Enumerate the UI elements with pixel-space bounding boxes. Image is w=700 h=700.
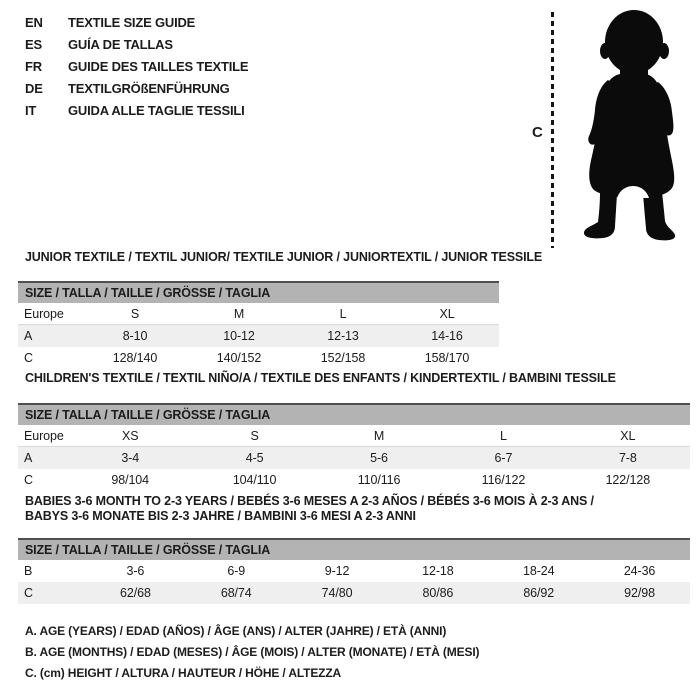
cell-value: 8-10 [122, 329, 148, 343]
size-table [18, 281, 499, 369]
cell-value: 3-4 [121, 451, 140, 465]
language-label: TEXTILGRÖßENFÜHRUNG [68, 81, 230, 96]
table-row [18, 447, 690, 469]
cell-value: 14-16 [431, 329, 463, 343]
cell-value: 74/80 [321, 586, 353, 600]
language-row [25, 12, 248, 34]
toddler-figure [510, 6, 700, 250]
cell-value: 7-8 [618, 451, 637, 465]
cell-value: M [373, 429, 385, 443]
language-code: DE [25, 81, 43, 96]
cell-value: 4-5 [245, 451, 264, 465]
cell-value: M [233, 307, 245, 321]
size-table [18, 403, 690, 491]
junior-size-table-section [18, 250, 543, 369]
cell-value: 10-12 [223, 329, 255, 343]
children-size-table-section [18, 371, 690, 491]
row-label: Europe [24, 429, 64, 443]
cell-value: 140/152 [216, 351, 262, 365]
cell-value: 98/104 [111, 473, 150, 487]
cell-value: 68/74 [220, 586, 252, 600]
language-code: EN [25, 15, 43, 30]
size-header-band: SIZE / TALLA / TAILLE / GRÖSSE / TAGLIA [18, 405, 690, 425]
language-code: ES [25, 37, 42, 52]
cell-value: L [339, 307, 347, 321]
table-title: BABYS 3-6 MONATE BIS 2-3 JAHRE / BAMBINI 3-6 MESI A 2-3 ANNI [25, 509, 416, 523]
toddler-silhouette-icon [562, 6, 694, 248]
row-label: C [24, 351, 33, 365]
cell-value: 18-24 [522, 564, 555, 578]
language-code: FR [25, 59, 42, 74]
cell-value: 6-9 [227, 564, 246, 578]
cell-value: 152/158 [320, 351, 366, 365]
table-row [18, 560, 690, 582]
language-label: GUIDE DES TAILLES TEXTILE [68, 59, 249, 74]
language-code: IT [25, 103, 37, 118]
table-row [18, 325, 499, 347]
babies-size-table-section [18, 494, 690, 604]
language-label: TEXTILE SIZE GUIDE [68, 15, 196, 30]
row-label: C [24, 586, 33, 600]
cell-value: 12-13 [327, 329, 359, 343]
cell-value: XS [121, 429, 139, 443]
language-label: GUÍA DE TALLAS [68, 37, 173, 52]
cell-value: 110/116 [357, 473, 401, 487]
table-row [18, 582, 690, 604]
language-row [25, 34, 248, 56]
cell-value: 6-7 [494, 451, 513, 465]
cell-value: 12-18 [422, 564, 454, 578]
cell-value: 3-6 [126, 564, 145, 578]
row-label: B [24, 564, 33, 578]
table-row [18, 425, 690, 447]
table-title: CHILDREN'S TEXTILE / TEXTIL NIÑO/A / TEXTILE DES ENFANTS / KINDERTEXTIL / BAMBINI TESSILE [25, 371, 616, 385]
table-title: JUNIOR TEXTILE / TEXTIL JUNIOR/ TEXTILE JUNIOR / JUNIORTEXTIL / JUNIOR TESSILE [25, 250, 543, 264]
cell-value: 24-36 [623, 564, 656, 578]
cell-value: 92/98 [624, 586, 655, 600]
cell-value: XL [620, 429, 636, 443]
cell-value: 86/92 [523, 586, 555, 600]
legend-line-b: B. AGE (MONTHS) / EDAD (MESES) / ÂGE (MOIS) / ALTER (MONATE) / ETÀ (MESI) [25, 645, 480, 659]
cell-value: 122/128 [605, 473, 651, 487]
row-label: C [24, 473, 33, 487]
size-table [18, 538, 690, 604]
cell-value: 80/86 [422, 586, 454, 600]
language-row [25, 78, 248, 100]
table-title: BABIES 3-6 MONTH TO 2-3 YEARS / BEBÉS 3-6 MESES A 2-3 AÑOS / BÉBÉS 3-6 MOIS À 2-3 ANS / [25, 494, 594, 508]
cell-value: S [250, 429, 259, 443]
measure-legend [25, 621, 479, 684]
size-header-band: SIZE / TALLA / TAILLE / GRÖSSE / TAGLIA [18, 540, 690, 560]
size-header-band: SIZE / TALLA / TAILLE / GRÖSSE / TAGLIA [18, 283, 499, 303]
height-measure-dashed-line [551, 12, 554, 248]
table-row [18, 469, 690, 491]
row-label: A [24, 329, 33, 343]
row-label: A [24, 451, 33, 465]
cell-value: S [130, 307, 140, 321]
table-row [18, 303, 499, 325]
height-measure-label: C [532, 124, 543, 141]
legend-line-c: C. (cm) HEIGHT / ALTURA / HAUTEUR / HÖHE / ALTEZZA [25, 666, 342, 680]
cell-value: 128/140 [112, 351, 158, 365]
language-row [25, 100, 248, 122]
cell-value: 9-12 [324, 564, 350, 578]
cell-value: 116/122 [481, 473, 526, 487]
legend-line-a: A. AGE (YEARS) / EDAD (AÑOS) / ÂGE (ANS) / ALTER (JAHRE) / ETÀ (ANNI) [25, 624, 447, 638]
language-label: GUIDA ALLE TAGLIE TESSILI [68, 103, 245, 118]
cell-value: 62/68 [120, 586, 151, 600]
cell-value: 158/170 [424, 351, 470, 365]
language-row [25, 56, 248, 78]
cell-value: XL [439, 307, 455, 321]
row-label: Europe [24, 307, 64, 321]
table-row [18, 347, 499, 369]
cell-value: 104/110 [232, 473, 277, 487]
cell-value: L [499, 429, 507, 443]
cell-value: 5-6 [370, 451, 388, 465]
language-list [25, 12, 248, 122]
